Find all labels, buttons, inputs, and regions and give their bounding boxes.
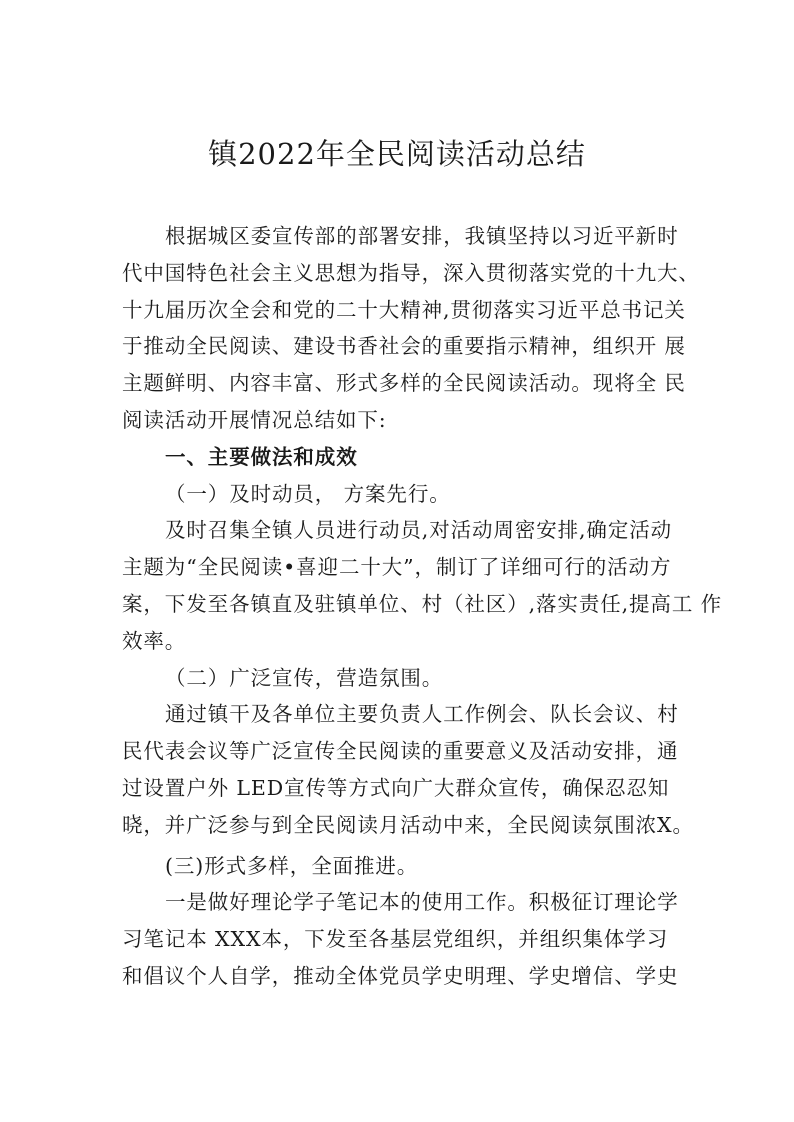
text-line: 于推动全民阅读、建设书香社会的重要指示精神，组织开 展 xyxy=(122,334,686,359)
document-title: 镇2022年全民阅读活动总结 xyxy=(208,137,586,171)
text-line: 阅读活动开展情况总结如下: xyxy=(122,407,387,432)
text-line: 民代表会议等广泛宣传全民阅读的重要意义及活动安排，通 xyxy=(122,739,679,764)
text-line: 主题鲜明、内容丰富、形式多样的全民阅读活动。现将全 民 xyxy=(122,371,686,396)
text-line: 和倡议个人自学，推动全体党员学史明理、学史增信、学史 xyxy=(122,963,679,988)
text-line: 根据城区委宣传部的部署安排，我镇坚持以习近平新时 xyxy=(165,224,679,248)
text-line: 十九届历次全会和党的二十大精神,贯彻落实习近平总书记关 xyxy=(122,297,686,322)
subsection-heading: (三)形式多样，全面推进。 xyxy=(165,853,419,878)
document-body xyxy=(122,218,723,995)
text-line: 通过镇干及各单位主要负责人工作例会、队长会议、村 xyxy=(165,702,679,727)
text-line: 代中国特色社会主义思想为指导，深入贯彻落实党的十九大、 xyxy=(122,260,700,285)
text-line: 案，下发至各镇直及驻镇单位、村（社区）,落实责任,提高工 作 xyxy=(122,591,723,616)
text-line: 习笔记本 XXX本，下发至各基层党组织，并组织集体学习 xyxy=(122,927,669,952)
subsection-heading: （二）广泛宣传，营造氛围。 xyxy=(165,665,444,690)
text-line: 一是做好理论学子笔记本的使用工作。积极征订理论学 xyxy=(165,890,679,915)
subsection-heading: （一）及时动员， 方案先行。 xyxy=(165,481,451,506)
text-line: 主题为“全民阅读•喜迎二十大”，制订了详细可行的活动方 xyxy=(122,555,672,580)
text-line: 过设置户外 LED宣传等方式向广大群众宣传，确保忍忍知 xyxy=(122,775,670,800)
text-line: 晓，并广泛参与到全民阅读月活动中来，全民阅读氛围浓X。 xyxy=(122,812,694,837)
text-line: 及时召集全镇人员进行动员,对活动周密安排,确定活动 xyxy=(165,518,673,543)
section-heading: 一、主要做法和成效 xyxy=(165,444,358,469)
text-line: 效率。 xyxy=(122,628,187,653)
